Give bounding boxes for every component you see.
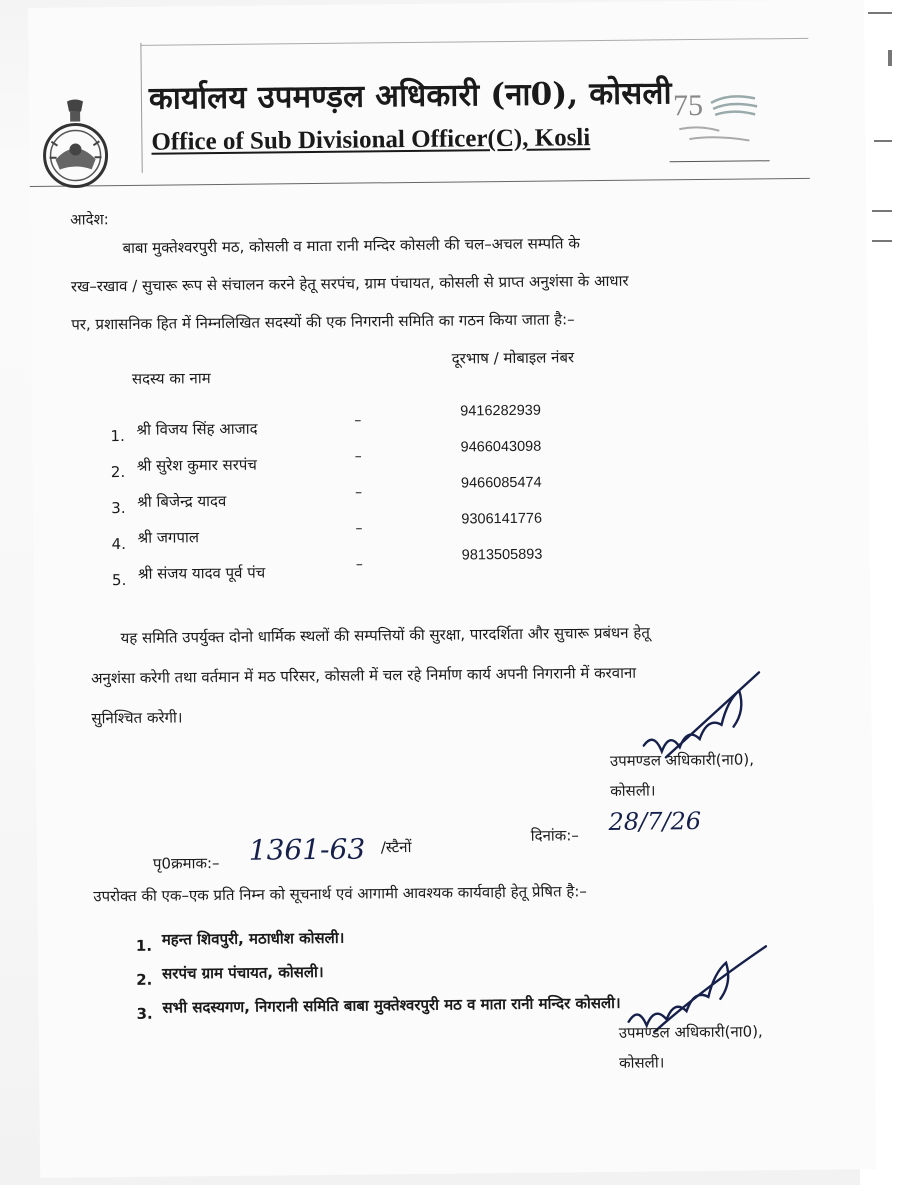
office-title-english: Office of Sub Divisional Officer(C), Kosli [151, 124, 591, 156]
strip-mark [872, 240, 892, 242]
member-no: 3. [111, 499, 126, 518]
order-heading: आदेश: [70, 210, 109, 229]
header-divider [140, 43, 142, 173]
intro-line-3: पर, प्रशासनिक हित में निम्नलिखित सदस्यों की एक निगरानी समिति का गठन किया जाता है:– [71, 310, 575, 334]
signatory-place: कोसली। [610, 781, 656, 800]
member-phone: 9466085474 [460, 474, 542, 492]
member-name-header: सदस्य का नाम [131, 369, 211, 388]
member-phone-header: दूरभाष / मोबाइल नंबर [451, 348, 575, 368]
member-name: श्री सुरेश कुमार सरपंच [136, 455, 258, 475]
closing-line-3: सुनिश्चित करेगी। [91, 708, 183, 728]
member-no: 4. [111, 535, 127, 554]
member-name: श्री जगपाल [137, 528, 200, 547]
member-name: श्री संजय यादव पूर्व पंच [137, 563, 266, 583]
closing-line-2: अनुशंसा करेगी तथा वर्तमान में मठ परिसर, कोसली में चल रहे निर्माण कार्य अपनी निगरानी में करवाना [90, 663, 637, 688]
intro-line-1: बाबा मुक्तेश्वरपुरी मठ, कोसली व माता रानी मन्दिर कोसली की चल–अचल सम्पति के [122, 234, 580, 258]
member-no: 5. [111, 571, 127, 590]
recipient-no: 3. [136, 1004, 153, 1023]
member-dash: – [354, 448, 362, 465]
letter-page [28, 0, 876, 1178]
recipient-text: सरपंच ग्राम पंचायत, कोसली। [162, 962, 324, 983]
intro-line-2: रख–रखाव / सुचारू रूप से संचालन करने हेतू सरपंच, ग्राम पंचायत, कोसली से प्राप्त अनुशंसा के आधार [70, 271, 629, 296]
recipient-no: 1. [135, 936, 153, 955]
member-no: 2. [110, 463, 126, 482]
signatory-title: उपमण्डल अधिकारी(ना0), [618, 1022, 763, 1042]
recipient-text: सभी सदस्यगण, निगरानी समिति बाबा मुक्तेश्वरपुरी मठ व माता रानी मन्दिर कोसली। [162, 993, 621, 1017]
endorsement-intro: उपरोक्त की एक–एक प्रति निम्न को सूचनार्थ एवं आगामी आवश्यक कार्यवाही हेतू प्रेषित है:– [93, 882, 587, 906]
strip-mark [872, 210, 892, 212]
letterhead [28, 28, 810, 187]
closing-line-1: यह समिति उपर्युक्त दोनो धार्मिक स्थलों की सम्पत्तियों की सुरक्षा, पारदर्शिता और सुचारू प्रबंधन हेतू [120, 623, 650, 648]
ref-number-handwritten: 1361-63 [248, 832, 366, 867]
strip-mark [874, 140, 892, 142]
svg-text:75: 75 [672, 88, 704, 123]
member-phone: 9416282939 [460, 402, 541, 420]
date-handwritten: 28/7/26 [608, 806, 702, 836]
member-phone: 9306141776 [461, 510, 543, 528]
member-name: श्री बिजेन्द्र यादव [137, 491, 227, 511]
ref-label: पृ0क्रमाक:– [152, 854, 220, 873]
azadi-ka-amrit-mahotsav-logo-icon [659, 78, 770, 165]
member-phone: 9466043098 [460, 438, 542, 456]
strip-mark [888, 50, 892, 66]
haryana-emblem-icon [37, 97, 114, 190]
signatory-title: उपमण्डल अधिकारी(ना0), [609, 750, 755, 770]
strip-mark [868, 12, 892, 14]
ref-suffix: /स्टैनों [380, 838, 412, 857]
date-label: दिनांक:– [530, 826, 579, 845]
member-dash: – [355, 556, 363, 573]
member-no: 1. [110, 427, 125, 446]
recipient-no: 2. [136, 970, 153, 989]
signatory-place: कोसली। [618, 1053, 665, 1072]
header-top-rule [140, 38, 808, 46]
member-name: श्री विजय सिंह आजाद [136, 419, 258, 439]
recipient-text: महन्त शिवपुरी, मठाधीश कोसली। [161, 928, 345, 949]
office-title-hindi: कार्यालय उपमण्ड़ल अधिकारी (ना0), कोसली [148, 75, 672, 117]
member-dash: – [354, 412, 362, 429]
member-dash: – [355, 520, 363, 537]
member-dash: – [355, 484, 363, 501]
member-phone: 9813505893 [461, 546, 543, 564]
